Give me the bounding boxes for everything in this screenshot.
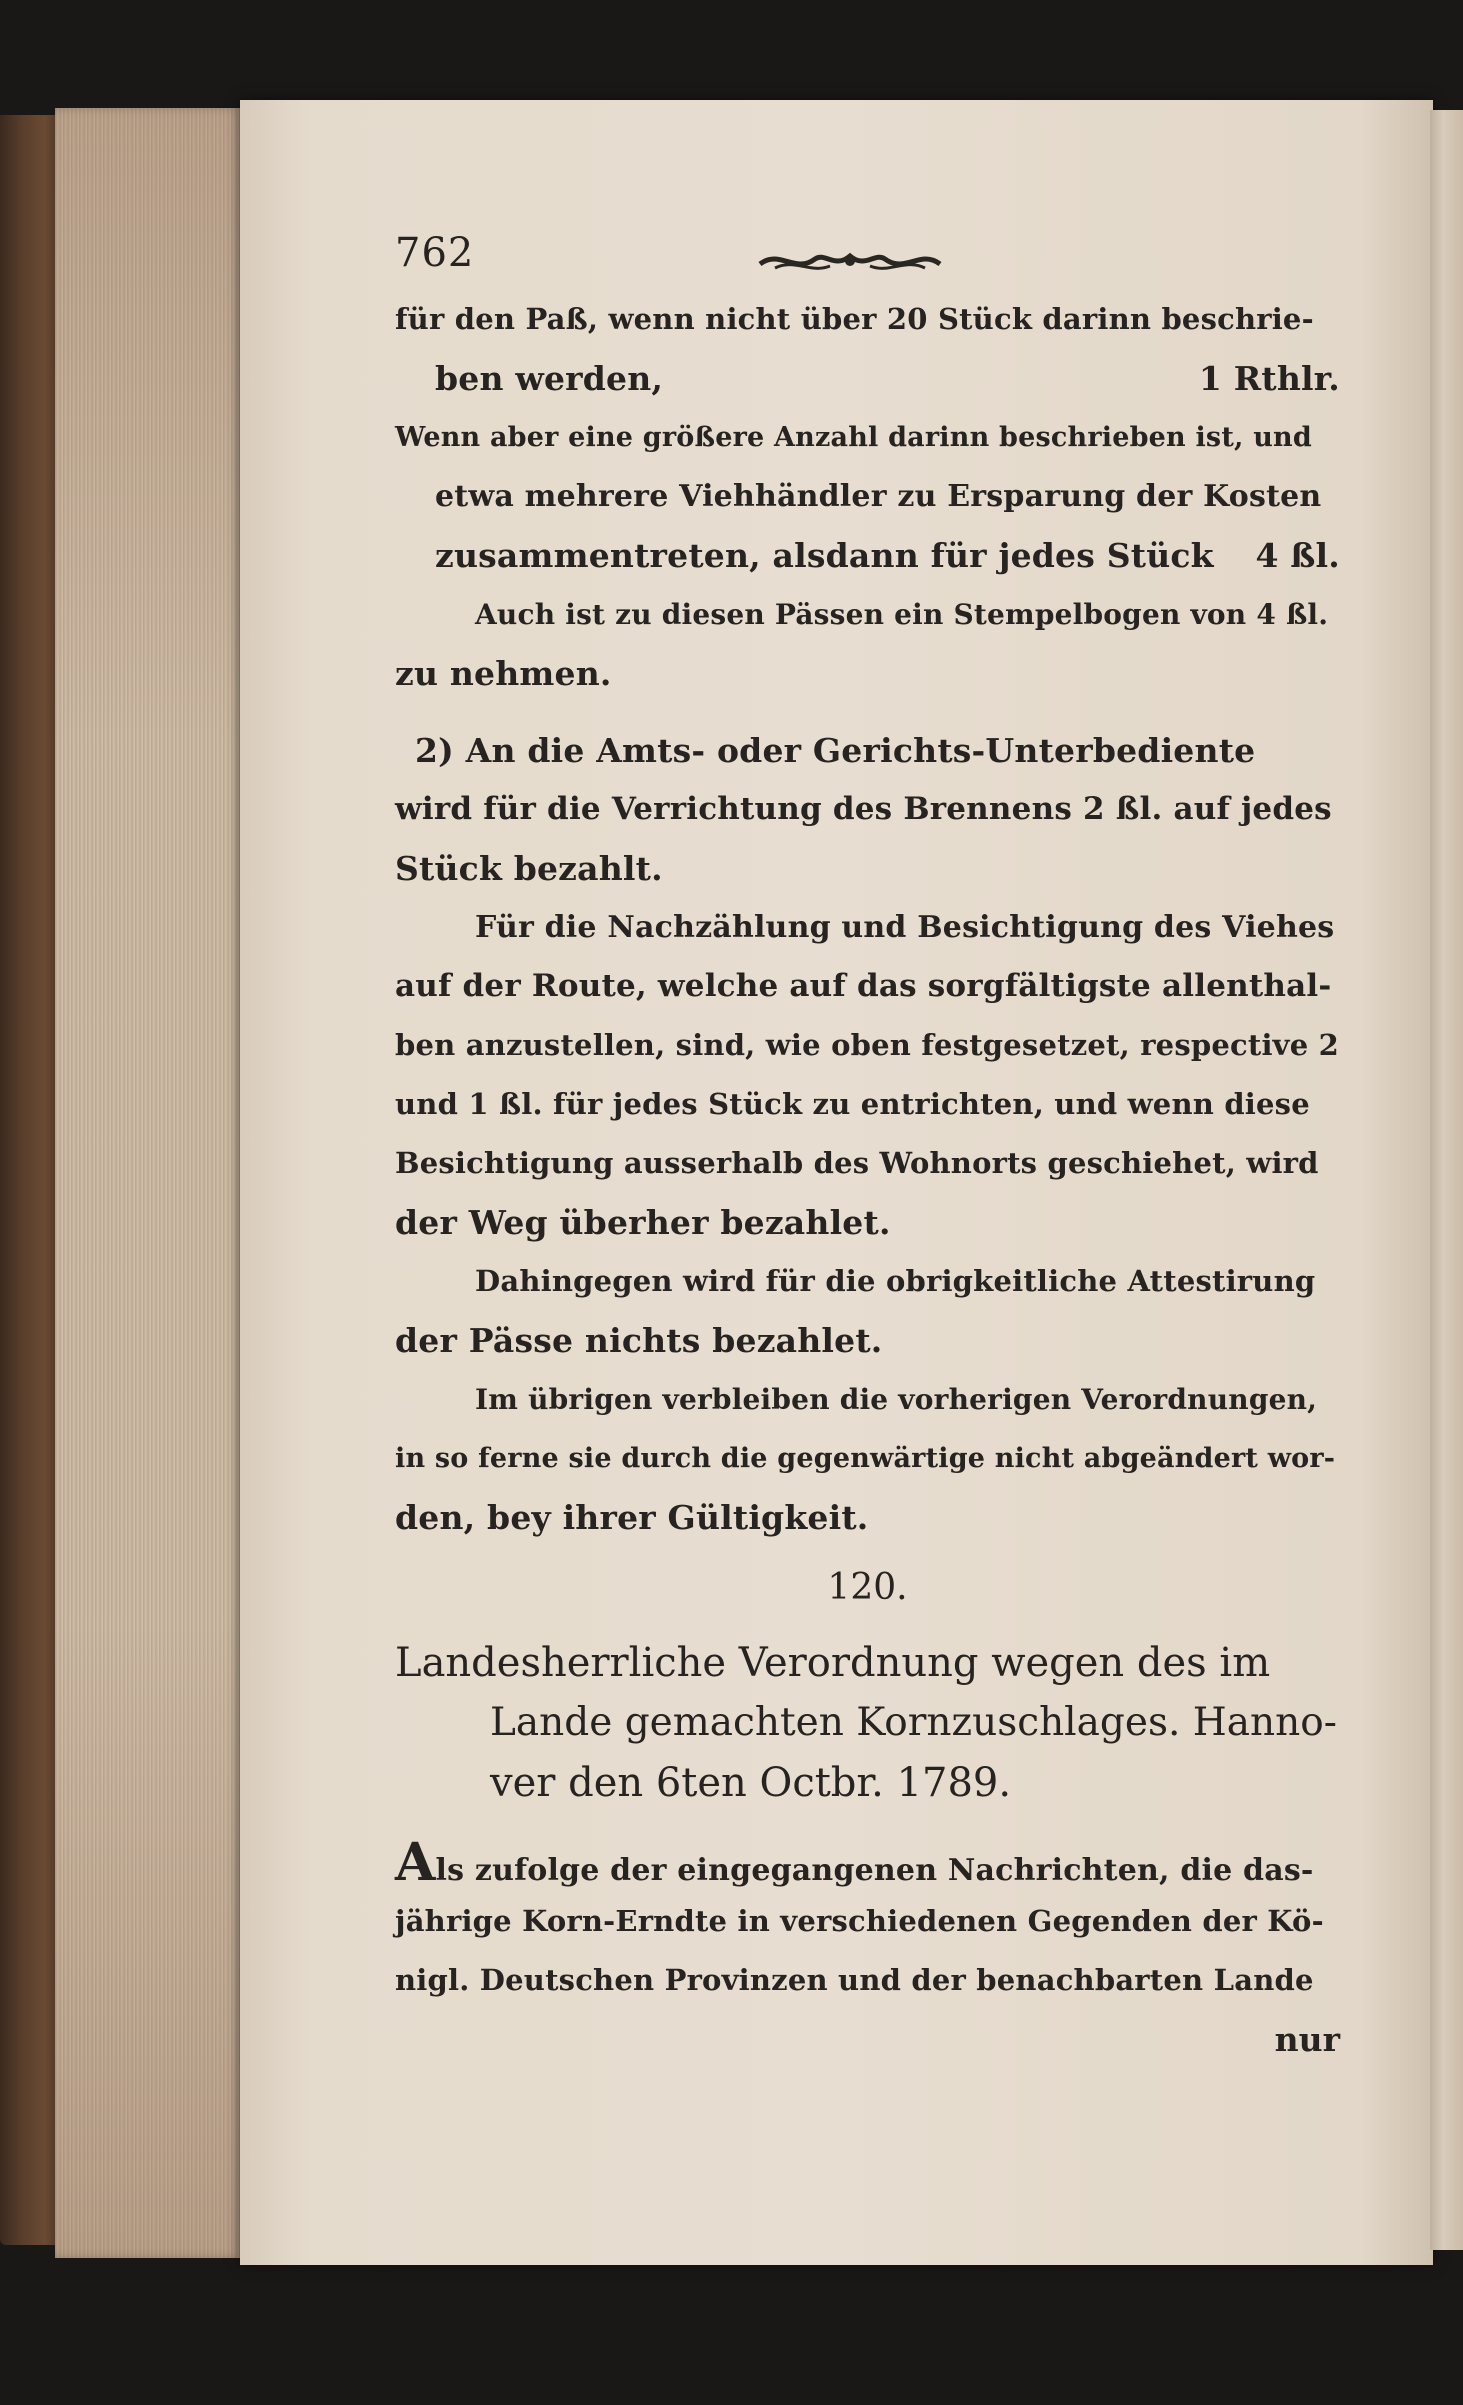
- book-spine: [0, 115, 60, 2245]
- page-number: 762: [395, 230, 475, 276]
- text-line: für den Paß, wenn nicht über 20 Stück darinn beschrie-: [395, 302, 1314, 336]
- text-line: zu nehmen.: [395, 654, 612, 693]
- spacer: [395, 1813, 1340, 1833]
- section-number: 120.: [827, 1567, 908, 1608]
- text-line: wird für die Verrichtung des Brennens 2 ßl. auf jedes: [395, 791, 1332, 827]
- text-line: [395, 349, 1340, 408]
- catchword: nur: [1274, 2020, 1340, 2059]
- text-line: in so ferne sie durch die gegenwärtige nicht abgeändert wor-: [395, 1443, 1336, 1474]
- section-title-line: Landesherrliche Verordnung wegen des im: [395, 1640, 1271, 1686]
- facing-page-edge: [1430, 110, 1463, 2250]
- drop-capital: A: [395, 1832, 436, 1893]
- text-line: Dahingegen wird für die obrigkeitliche Attestirung: [475, 1264, 1316, 1298]
- text-fragment: zusammentreten, alsdann für jedes Stück: [435, 536, 1214, 575]
- text-line: [395, 526, 1340, 585]
- text-line: nigl. Deutschen Provinzen und der benachbarten Lande: [395, 1963, 1314, 1997]
- text-line: Stück bezahlt.: [395, 849, 663, 888]
- text-line: Besichtigung ausserhalb des Wohnorts geschiehet, wird: [395, 1146, 1319, 1180]
- section-title-line: ver den 6ten Octbr. 1789.: [490, 1760, 1012, 1806]
- text-amount: 4 ßl.: [1255, 536, 1340, 575]
- text-line: auf der Route, welche auf das sorgfältigste allenthal-: [395, 968, 1332, 1004]
- ornament-icon: [755, 244, 945, 278]
- text-line: ben anzustellen, sind, wie oben festgesetzet, respective 2: [395, 1028, 1340, 1062]
- text-line: jährige Korn-Erndte in verschiedenen Gegenden der Kö-: [395, 1904, 1324, 1938]
- text-line: der Weg überher bezahlet.: [395, 1203, 891, 1242]
- text-line: der Pässe nichts bezahlet.: [395, 1321, 883, 1360]
- text-line: 2) An die Amts- oder Gerichts-Unterbediente: [415, 731, 1256, 770]
- text-line: Im übrigen verbleiben die vorherigen Verordnungen,: [475, 1383, 1318, 1416]
- text-line: [395, 1833, 1340, 1892]
- text-line: Wenn aber eine größere Anzahl darinn beschrieben ist, und: [395, 422, 1312, 453]
- text-line: den, bey ihrer Gültigkeit.: [395, 1498, 869, 1537]
- text-line: etwa mehrere Viehhändler zu Ersparung der Kosten: [435, 479, 1322, 514]
- text-line: Für die Nachzählung und Besichtigung des Viehes: [475, 910, 1335, 945]
- page-text: [395, 230, 1340, 2069]
- section-title-line: Lande gemachten Kornzuschlages. Hanno-: [490, 1700, 1337, 1745]
- page-header: [395, 230, 1340, 290]
- text-line: und 1 ßl. für jedes Stück zu entrichten, und wenn diese: [395, 1087, 1310, 1121]
- text-amount: 1 Rthlr.: [1198, 359, 1340, 398]
- text-fragment: ben werden,: [435, 359, 664, 398]
- text-line: Auch ist zu diesen Pässen ein Stempelbogen von 4 ßl.: [475, 598, 1329, 631]
- page-stack-edge: [55, 108, 245, 2258]
- text-fragment: ls zufolge der eingegangenen Nachrichten, die das-: [435, 1853, 1314, 1888]
